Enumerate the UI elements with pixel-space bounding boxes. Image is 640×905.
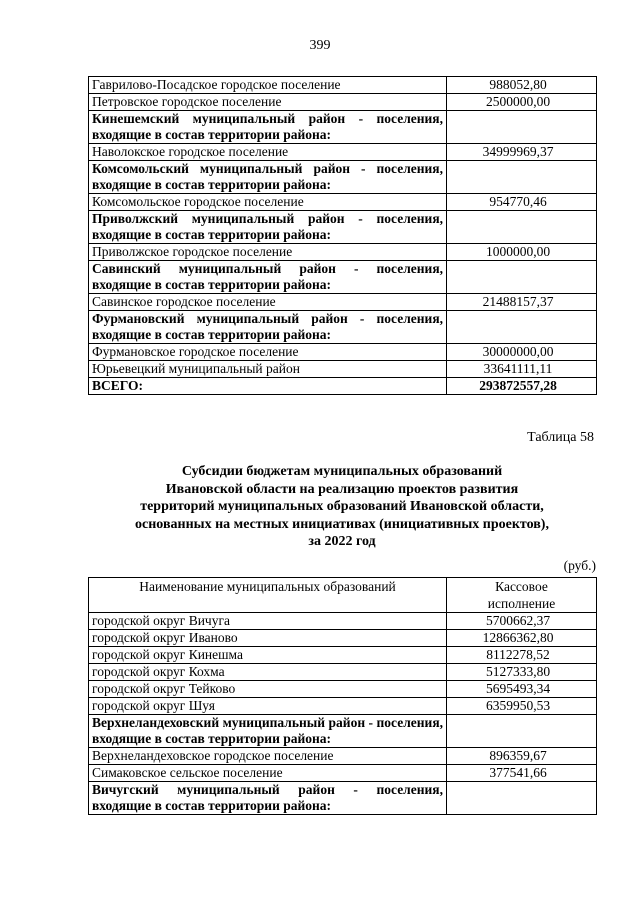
row-name: городской округ Кинешма: [89, 647, 447, 664]
row-name: Кинешемский муниципальный район - поселения, входящие в состав территории района:: [89, 111, 447, 144]
row-name: Приволжский муниципальный район - поселения, входящие в состав территории района:: [89, 211, 447, 244]
row-name: ВСЕГО:: [89, 378, 447, 395]
row-value: 30000000,00: [447, 344, 597, 361]
row-value: 293872557,28: [447, 378, 597, 395]
row-name: Гаврилово-Посадское городское поселение: [89, 77, 447, 94]
row-name: Наволокское городское поселение: [89, 144, 447, 161]
row-name: Вичугский муниципальный район - поселения, входящие в состав территории района:: [89, 782, 447, 815]
table-row: [89, 647, 597, 664]
table-row: [89, 244, 597, 261]
row-name: Петровское городское поселение: [89, 94, 447, 111]
row-value: 5700662,37: [447, 613, 597, 630]
table-row: [89, 361, 597, 378]
row-name: Юрьевецкий муниципальный район: [89, 361, 447, 378]
row-value: 377541,66: [447, 765, 597, 782]
table-row: [89, 765, 597, 782]
table-row: [89, 144, 597, 161]
table-row: [89, 344, 597, 361]
row-name: Приволжское городское поселение: [89, 244, 447, 261]
row-name: городской округ Шуя: [89, 698, 447, 715]
unit-label: (руб.): [563, 558, 596, 573]
row-name: городской округ Тейково: [89, 681, 447, 698]
row-value: [447, 311, 597, 344]
row-name: Савинский муниципальный район - поселения, входящие в состав территории района:: [89, 261, 447, 294]
caption-line: Ивановской области на реализацию проектов развития: [165, 481, 519, 497]
group-row: [89, 311, 597, 344]
row-name: городской округ Иваново: [89, 630, 447, 647]
row-value: [447, 715, 597, 748]
row-name: Савинское городское поселение: [89, 294, 447, 311]
row-name: Верхнеландеховский муниципальный район - поселения, входящие в состав территории района:: [89, 715, 447, 748]
row-value: [447, 261, 597, 294]
caption-line: Субсидии бюджетам муниципальных образований: [181, 464, 503, 479]
table-header-row: [89, 578, 597, 613]
table-caption: [88, 463, 596, 551]
group-row: [89, 715, 597, 748]
header-value: Кассовое исполнение: [447, 578, 597, 613]
group-row: [89, 161, 597, 194]
group-row: [89, 111, 597, 144]
row-name: Симаковское сельское поселение: [89, 765, 447, 782]
caption-line: за 2022 год: [308, 534, 376, 549]
page-number: 399: [309, 38, 331, 53]
row-value: 1000000,00: [447, 244, 597, 261]
row-value: [447, 161, 597, 194]
table-row: [89, 613, 597, 630]
row-value: 5127333,80: [447, 664, 597, 681]
subsidy-table-58: [88, 577, 597, 815]
row-value: 988052,80: [447, 77, 597, 94]
group-row: [89, 261, 597, 294]
subsidy-table-continued: [88, 76, 597, 395]
row-value: 33641111,11: [447, 361, 597, 378]
table-row: [89, 94, 597, 111]
row-value: 954770,46: [447, 194, 597, 211]
row-value: 12866362,80: [447, 630, 597, 647]
row-name: Комсомольский муниципальный район - поселения, входящие в состав территории района:: [89, 161, 447, 194]
group-row: [89, 782, 597, 815]
row-value: 2500000,00: [447, 94, 597, 111]
group-row: [89, 211, 597, 244]
caption-line: территорий муниципальных образований Ивановской области,: [140, 499, 544, 514]
row-value: 896359,67: [447, 748, 597, 765]
caption-line: основанных на местных инициативах (инициативных проектов),: [135, 516, 549, 532]
row-name: Фурмановский муниципальный район - поселения, входящие в состав территории района:: [89, 311, 447, 344]
row-value: [447, 782, 597, 815]
row-value: 5695493,34: [447, 681, 597, 698]
header-name: Наименование муниципальных образований: [89, 578, 447, 613]
table-row: [89, 664, 597, 681]
row-value: 34999969,37: [447, 144, 597, 161]
row-value: 21488157,37: [447, 294, 597, 311]
table-row: [89, 698, 597, 715]
row-name: городской округ Кохма: [89, 664, 447, 681]
row-name: городской округ Вичуга: [89, 613, 447, 630]
table-row: [89, 77, 597, 94]
row-value: [447, 111, 597, 144]
row-name: Комсомольское городское поселение: [89, 194, 447, 211]
table-row: [89, 681, 597, 698]
table-row: [89, 194, 597, 211]
table-number: Таблица 58: [527, 430, 594, 445]
table-row: [89, 630, 597, 647]
table-row: [89, 748, 597, 765]
total-row: [89, 378, 597, 395]
row-value: 8112278,52: [447, 647, 597, 664]
row-value: 6359950,53: [447, 698, 597, 715]
table-row: [89, 294, 597, 311]
row-name: Верхнеландеховское городское поселение: [89, 748, 447, 765]
row-value: [447, 211, 597, 244]
row-name: Фурмановское городское поселение: [89, 344, 447, 361]
